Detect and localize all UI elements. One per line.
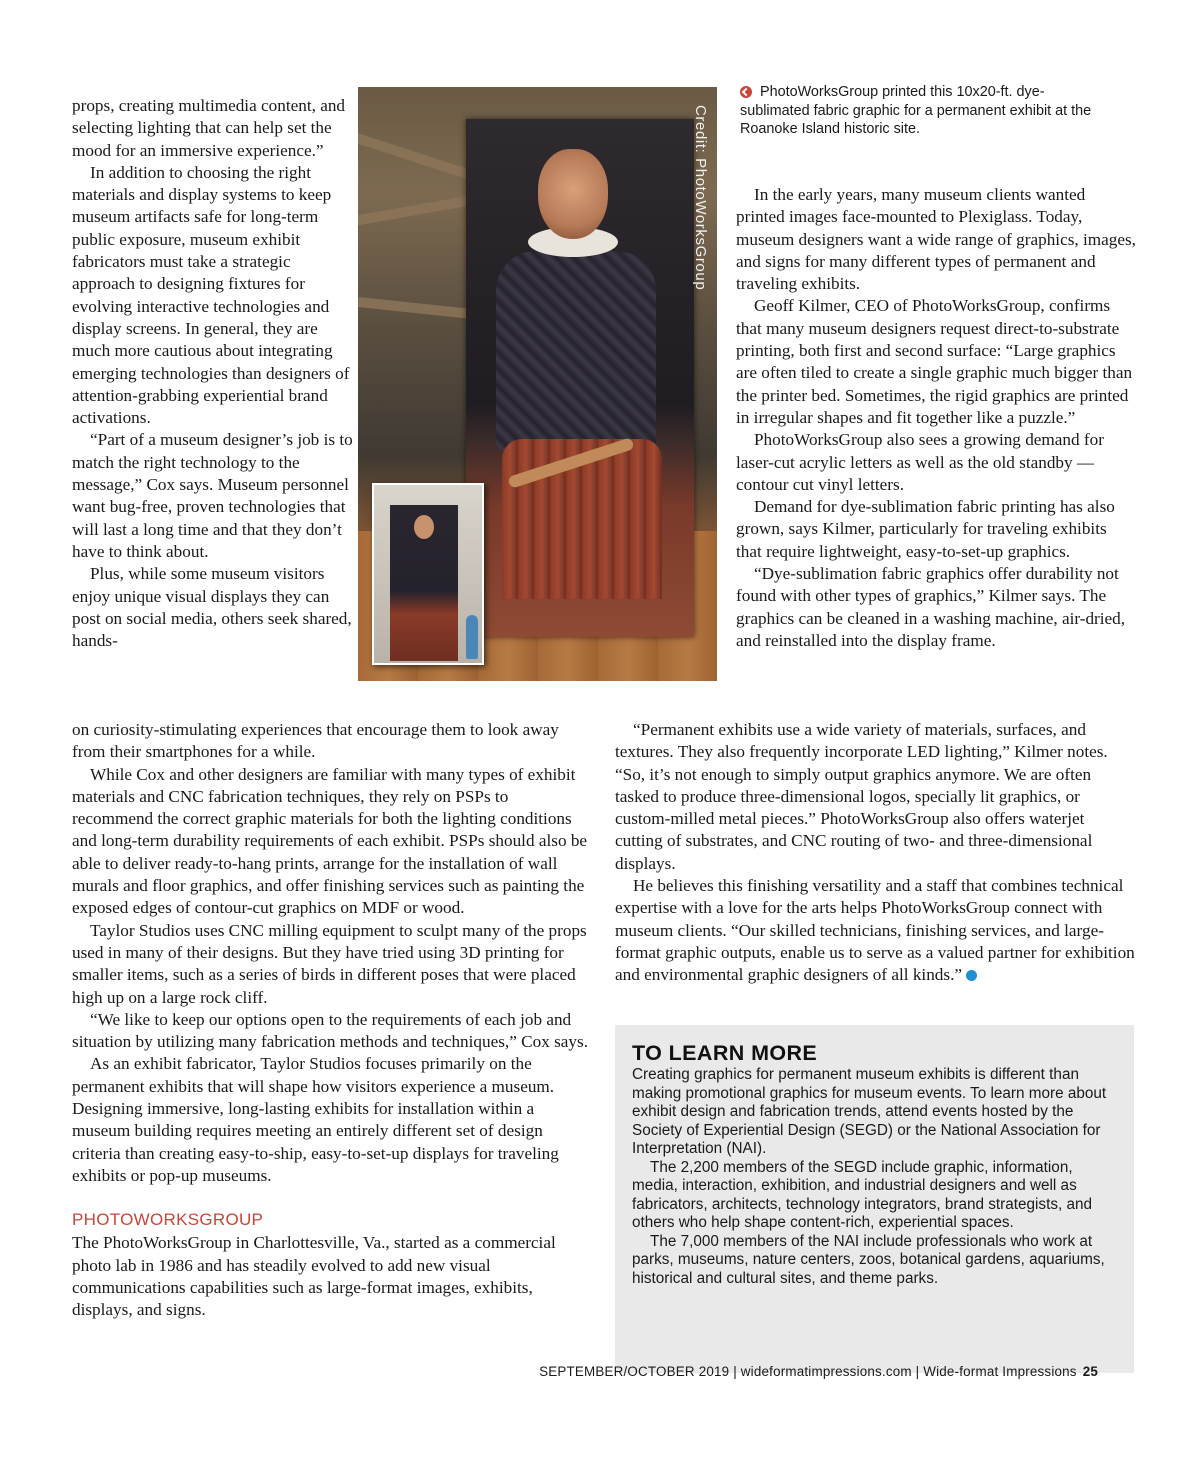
left-column-bottom — [72, 719, 592, 1321]
learn-more-sidebar — [615, 1025, 1134, 1373]
right-column-top — [736, 184, 1136, 652]
photo-caption — [740, 83, 1100, 139]
body-paragraph: Plus, while some museum visitors enjoy unique visual displays they can post on social media, others seek shared, hands- — [72, 564, 352, 651]
right-column-bottom — [615, 719, 1135, 987]
sidebar-title: TO LEARN MORE — [632, 1041, 818, 1065]
body-paragraph: PhotoWorksGroup also sees a growing demand for laser-cut acrylic letters as well as the old standby — contour cut vinyl letters. — [736, 430, 1104, 494]
footer-text: SEPTEMBER/OCTOBER 2019 | wideformatimpressions.com | Wide-format Impressions — [539, 1364, 1077, 1379]
body-paragraph: In the early years, many museum clients wanted printed images face-mounted to Plexiglass. Today, museum designers want a wide range of graphics, images, and signs for many different types of permanent and traveling exhibits. — [736, 185, 1136, 294]
page-number: 25 — [1082, 1364, 1098, 1379]
body-paragraph: “Part of a museum designer’s job is to match the right technology to the message,” Cox says. Museum personnel want bug-free, proven technologies that will last a long time and that they don’t have to think about. — [72, 430, 353, 561]
body-paragraph: Geoff Kilmer, CEO of PhotoWorksGroup, confirms that many museum designers request direct-to-substrate printing, both first and second surface: “Large graphics are often tiled to create a single graphic much bigger than the printer bed. Sometimes, the rigid graphics are printed in irregular shapes and fit together like a puzzle.” — [736, 296, 1133, 427]
page-footer — [0, 1364, 1098, 1379]
photo-credit: Credit: PhotoWorksGroup — [692, 105, 709, 291]
body-paragraph: Taylor Studios uses CNC milling equipment to sculpt many of the props used in many of their designs. But they have tried using 3D printing for smaller items, such as a series of birds in different poses that were placed high up on a large rock cliff. — [72, 920, 587, 1007]
body-paragraph: Demand for dye-sublimation fabric printing has also grown, says Kilmer, particularly for traveling exhibits that require lightweight, easy-to-set-up graphics. — [736, 497, 1115, 561]
left-column-top — [72, 95, 356, 652]
sidebar-paragraph: Creating graphics for permanent museum exhibits is different than making promotional graphics for museum events. To learn more about exhibit design and fabrication trends, attend events hosted by the Society of Experiential Design (SEGD) or the National Association for Interpretation (NAI). — [632, 1066, 1107, 1157]
portrait-banner — [466, 119, 694, 637]
body-paragraph: While Cox and other designers are familiar with many types of exhibit materials and CNC fabrication techniques, they rely on PSPs to recommend the correct graphic materials for both the lighting conditions and long-term durability requirements of each exhibit. PSPs should also be able to deliver ready-to-hang prints, arrange for the installation of wall murals and floor graphics, and offer finishing services such as painting the exposed edges of contour-cut graphics on MDF or wood. — [72, 764, 588, 918]
arrow-left-icon — [740, 86, 752, 98]
closing-paragraph-text: He believes this finishing versatility and a staff that combines technical expertise with a love for the arts helps PhotoWorksGroup connect with museum clients. “Our skilled technicians, finishing services, and large-format graphic outputs, enable us to serve as a valued partner for exhibition and environmental graphic designers of all kinds.” — [615, 876, 1135, 985]
end-mark-icon — [966, 970, 977, 981]
body-paragraph: “Dye-sublimation fabric graphics offer durability not found with other types of graphics,” Kilmer says. The graphics can be cleaned in a washing machine, air-dried, and reinstalled into the display frame. — [736, 564, 1126, 650]
body-paragraph: As an exhibit fabricator, Taylor Studios focuses primarily on the permanent exhibits that will shape how visitors experience a museum. Designing immersive, long-lasting exhibits for installation within a museum building requires meeting an entirely different set of design criteria than creating easy-to-ship, easy-to-set-up displays for traveling exhibits or pop-up museums. — [72, 1054, 559, 1185]
sidebar-paragraph: The 7,000 members of the NAI include professionals who work at parks, museums, nature centers, zoos, botanical gardens, aquariums, historical and cultural sites, and theme parks. — [632, 1232, 1105, 1287]
exhibit-photo — [358, 87, 717, 681]
caption-text: PhotoWorksGroup printed this 10x20-ft. dye-sublimated fabric graphic for a permanent exhibit at the Roanoke Island historic site. — [740, 84, 1092, 137]
body-paragraph: The PhotoWorksGroup in Charlottesville, Va., started as a commercial photo lab in 1986 and has steadily evolved to add new visual communications capabilities such as large-format images, exhibits, displays, and signs. — [72, 1233, 556, 1320]
body-paragraph: on curiosity-stimulating experiences that encourage them to look away from their smartphones for a while. — [72, 720, 559, 762]
sidebar-paragraph: The 2,200 members of the SEGD include graphic, information, media, interaction, exhibition, and industrial designers and well as fabricators, architects, technology integrators, brand strategists, and others who help shape content-rich, experiential spaces. — [632, 1158, 1092, 1231]
body-paragraph: props, creating multimedia content, and selecting lighting that can help set the mood for an immersive experience.” — [72, 96, 346, 160]
body-paragraph: “Permanent exhibits use a wide variety of materials, surfaces, and textures. They also frequently incorporate LED lighting,” Kilmer notes. “So, it’s not enough to simply output graphics anymore. We are often tasked to produce three-dimensional logos, specially lit graphics, or custom-milled metal pieces.” PhotoWorksGroup also offers waterjet cutting of substrates, and CNC routing of two- and three-dimensional displays. — [615, 720, 1108, 873]
body-paragraph: In addition to choosing the right materials and display systems to keep museum artifacts safe for long-term public exposure, museum exhibit fabricators must take a strategic approach to designing fixtures for evolving interactive technologies and display screens. In general, they are much more cautious about integrating emerging technologies than designers of attention-grabbing experiential brand activations. — [72, 162, 350, 428]
inset-photo — [372, 483, 484, 665]
body-paragraph: “We like to keep our options open to the requirements of each job and situation by utilizing many fabrication methods and techniques,” Cox says. — [72, 1009, 589, 1052]
section-heading: PHOTOWORKSGROUP — [72, 1210, 264, 1230]
body-paragraph — [615, 875, 1135, 986]
